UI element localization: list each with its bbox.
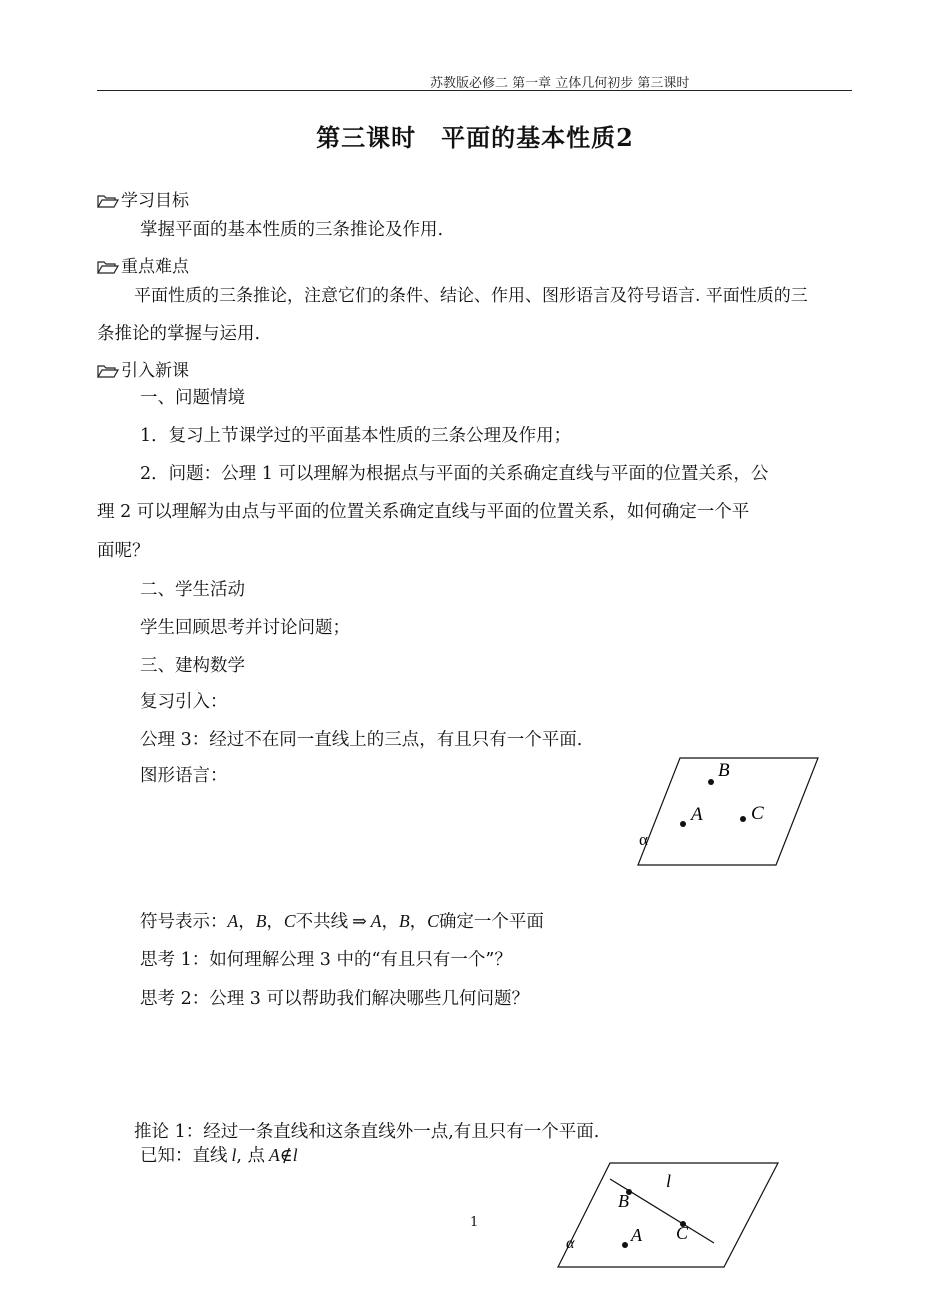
label-c: C	[751, 803, 764, 824]
label-alpha: α	[566, 1235, 575, 1252]
folder-icon	[97, 260, 119, 274]
paragraph-question-line-2: 理 2 可以理解为由点与平面的位置关系确定直线与平面的位置关系，如何确定一个平	[97, 502, 750, 522]
implies-symbol: ⇒	[352, 912, 367, 932]
paragraph-review-intro: 复习引入：	[140, 692, 228, 712]
given-mid: , 点	[236, 1146, 266, 1166]
given-statement	[140, 1142, 298, 1167]
label-a: A	[631, 1225, 642, 1245]
section-heading-text: 重点难点	[121, 257, 189, 277]
not-in-symbol: ∉	[279, 1146, 293, 1166]
given-line-l: l	[231, 1145, 237, 1165]
symbol-sep: ，	[266, 912, 284, 932]
symbol-sep: ，	[409, 912, 428, 932]
point-c	[740, 816, 746, 822]
figure-plane-three-points	[630, 750, 830, 875]
symbol-sep: ，	[381, 912, 399, 932]
objectives-text: 掌握平面的基本性质的三条推论及作用.	[140, 220, 444, 240]
point-b	[708, 779, 714, 785]
given-prefix: 已知：直线	[140, 1146, 228, 1166]
symbol-a: A	[227, 911, 239, 931]
label-b: B	[718, 760, 730, 781]
corollary-1: 推论 1：经过一条直线和这条直线外一点,有且只有一个平面.	[134, 1122, 600, 1142]
page-title: 第三课时 平面的基本性质2	[316, 123, 634, 152]
paragraph-problem-situation: 一、问题情境	[140, 388, 245, 408]
folder-icon	[97, 364, 119, 378]
label-b: B	[618, 1191, 629, 1211]
label-a: A	[691, 804, 703, 825]
label-c: C	[676, 1223, 689, 1243]
symbol-c: C	[427, 911, 439, 931]
keypoints-line-1: 平面性质的三条推论，注意它们的条件、结论、作用、图形语言及符号语言. 平面性质的三	[134, 286, 808, 306]
given-point-a: A	[269, 1145, 280, 1165]
paragraph-question-line-1: 2．问题：公理 1 可以理解为根据点与平面的关系确定直线与平面的位置关系，公	[140, 464, 769, 484]
graphic-language-label: 图形语言：	[140, 766, 228, 786]
section-keypoints-heading	[97, 252, 189, 277]
paragraph-review: 1．复习上节课学过的平面基本性质的三条公理及作用；	[140, 426, 572, 446]
line-l	[610, 1179, 714, 1243]
axiom-3: 公理 3：经过不在同一直线上的三点，有且只有一个平面.	[140, 730, 583, 750]
paragraph-student-activity: 二、学生活动	[140, 580, 245, 600]
given-line-l: l	[292, 1145, 298, 1165]
folder-icon	[97, 194, 119, 208]
symbol-suffix: 确定一个平面	[438, 912, 544, 932]
page-number: 1	[470, 1215, 479, 1230]
paragraph-discussion: 学生回顾思考并讨论问题；	[140, 618, 350, 638]
symbolic-expression	[140, 908, 544, 933]
paragraph-construct-math: 三、建构数学	[140, 656, 245, 676]
label-alpha: α	[639, 830, 648, 849]
label-l: l	[666, 1171, 672, 1191]
section-intro-heading	[97, 356, 189, 381]
symbol-c: C	[283, 911, 296, 931]
symbol-a: A	[370, 911, 382, 931]
figure-plane-line-point	[552, 1155, 784, 1275]
point-a	[622, 1242, 628, 1248]
think-question-1: 思考 1：如何理解公理 3 中的“有且只有一个”？	[140, 950, 512, 970]
keypoints-line-2: 条推论的掌握与运用.	[97, 324, 261, 344]
section-heading-text: 引入新课	[121, 361, 189, 381]
symbol-noncollinear: 不共线	[295, 912, 349, 932]
running-header: 苏教版必修二 第一章 立体几何初步 第三课时	[430, 76, 690, 91]
think-question-2: 思考 2：公理 3 可以帮助我们解决哪些几何问题？	[140, 989, 529, 1009]
header-rule	[97, 90, 852, 91]
symbol-b: B	[255, 911, 267, 931]
point-a	[680, 821, 686, 827]
paragraph-question-line-3: 面呢？	[97, 541, 150, 561]
section-objectives-heading	[97, 186, 189, 211]
symbol-prefix: 符号表示：	[140, 912, 228, 932]
symbol-sep: ，	[238, 912, 256, 932]
section-heading-text: 学习目标	[121, 191, 189, 211]
symbol-b: B	[398, 911, 410, 931]
